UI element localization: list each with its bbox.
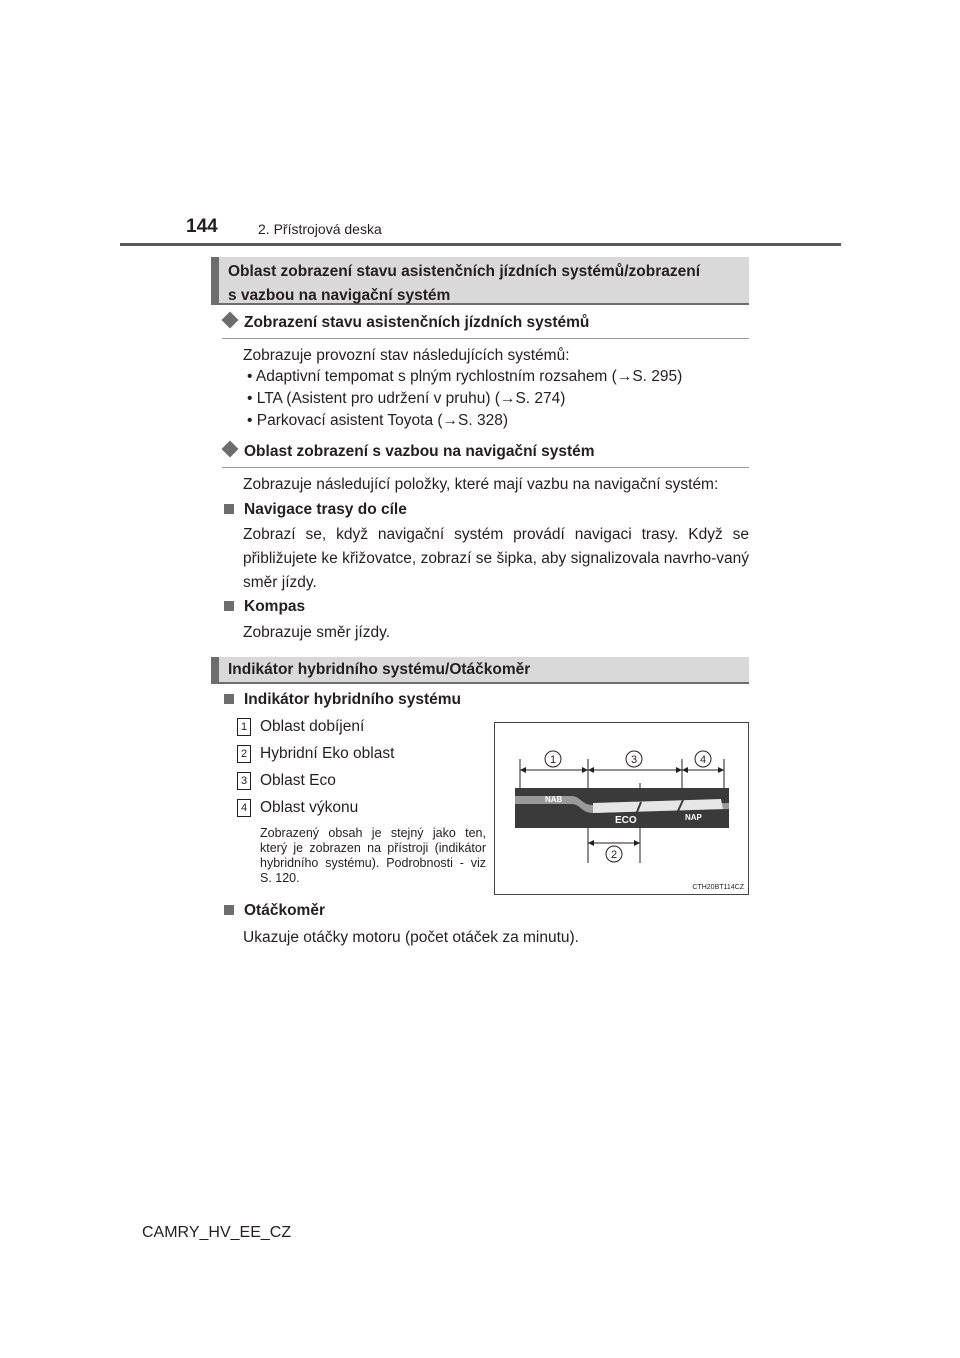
square-bullet-icon (224, 694, 234, 704)
nap-label: NAP (685, 813, 702, 822)
subheading-assist-status (222, 312, 749, 339)
numbered-item-1 (237, 716, 364, 738)
subheading-text: Zobrazení stavu asistenčních jízdních systémů (244, 314, 590, 331)
hybrid-note: Zobrazený obsah je stejný jako ten, který je zobrazen na přístroji (indikátor hybridního systému). Podrobnosti - viz S. 120. (260, 826, 486, 885)
item-heading-hybrid-indicator (222, 689, 461, 711)
compass-text: Zobrazuje směr jízdy. (243, 624, 391, 641)
numbered-item-label: Oblast výkonu (260, 799, 359, 816)
section-heading-line-1: Indikátor hybridního systému/Otáčkoměr (228, 661, 531, 678)
item-heading-compass (222, 596, 305, 618)
item-heading-text: Navigace trasy do cíle (244, 501, 407, 518)
item-heading-text: Otáčkoměr (244, 902, 325, 919)
diamond-bullet-icon (222, 312, 239, 329)
numbered-item-4 (237, 797, 358, 819)
header-divider (120, 243, 841, 246)
callout-4: 4 (699, 754, 707, 766)
subheading-text: Oblast zobrazení s vazbou na navigační systém (244, 443, 595, 460)
item-heading-route-guidance (222, 499, 407, 521)
numbered-item-3 (237, 770, 336, 792)
callout-1: 1 (549, 754, 557, 766)
square-bullet-icon (224, 504, 234, 514)
section-heading-hybrid-tacho (211, 657, 749, 684)
subheading-navigation-area (222, 441, 749, 468)
section-heading-line-1: Oblast zobrazení stavu asistenčních jízdních systémů/zobrazení (228, 263, 701, 280)
item-heading-text: Indikátor hybridního systému (244, 691, 462, 708)
number-badge: 4 (237, 799, 251, 817)
item-heading-tachometer (222, 900, 325, 922)
callout-2: 2 (610, 849, 618, 861)
hybrid-indicator-figure (494, 722, 749, 895)
numbered-item-label: Oblast Eco (260, 772, 336, 789)
section-heading-line-2: s vazbou na navigační systém (228, 287, 451, 304)
item-heading-text: Kompas (244, 598, 306, 615)
nab-label: NAB (545, 795, 563, 804)
assist-status-intro: Zobrazuje provozní stav následujících systémů: (243, 347, 570, 364)
tachometer-text: Ukazuje otáčky motoru (počet otáček za minutu). (243, 929, 579, 946)
callout-3: 3 (630, 754, 638, 766)
diamond-bullet-icon (222, 441, 239, 458)
chapter-title: 2. Přístrojová deska (258, 221, 382, 237)
square-bullet-icon (224, 601, 234, 611)
numbered-item-label: Oblast dobíjení (260, 718, 365, 735)
number-badge: 3 (237, 772, 251, 790)
hybrid-indicator-diagram (495, 723, 748, 894)
document-code: CAMRY_HV_EE_CZ (142, 1224, 292, 1241)
numbered-item-label: Hybridní Eko oblast (260, 745, 395, 762)
route-guidance-text: Zobrazí se, když navigační systém provádí navigaci trasy. Když se přibližujete ke křižovatce, zobrazí se šipka, aby signalizovala navrho-vaný směr jízdy. (243, 526, 749, 591)
bullet-item: • LTA (Asistent pro udržení v pruhu) (→S. 274) (247, 390, 566, 407)
number-badge: 1 (237, 718, 251, 736)
bullet-item: • Parkovací asistent Toyota (→S. 328) (247, 412, 509, 429)
number-badge: 2 (237, 745, 251, 763)
eco-label: ECO (615, 815, 637, 826)
square-bullet-icon (224, 905, 234, 915)
page-number: 144 (186, 216, 218, 237)
section-heading-driving-assist (211, 257, 749, 305)
figure-code: CTH20BT114CZ (692, 884, 744, 891)
navigation-area-intro: Zobrazuje následující položky, které mají vazbu na navigační systém: (243, 476, 719, 493)
bullet-item: • Adaptivní tempomat s plným rychlostním rozsahem (→S. 295) (247, 368, 683, 385)
numbered-item-2 (237, 743, 394, 765)
